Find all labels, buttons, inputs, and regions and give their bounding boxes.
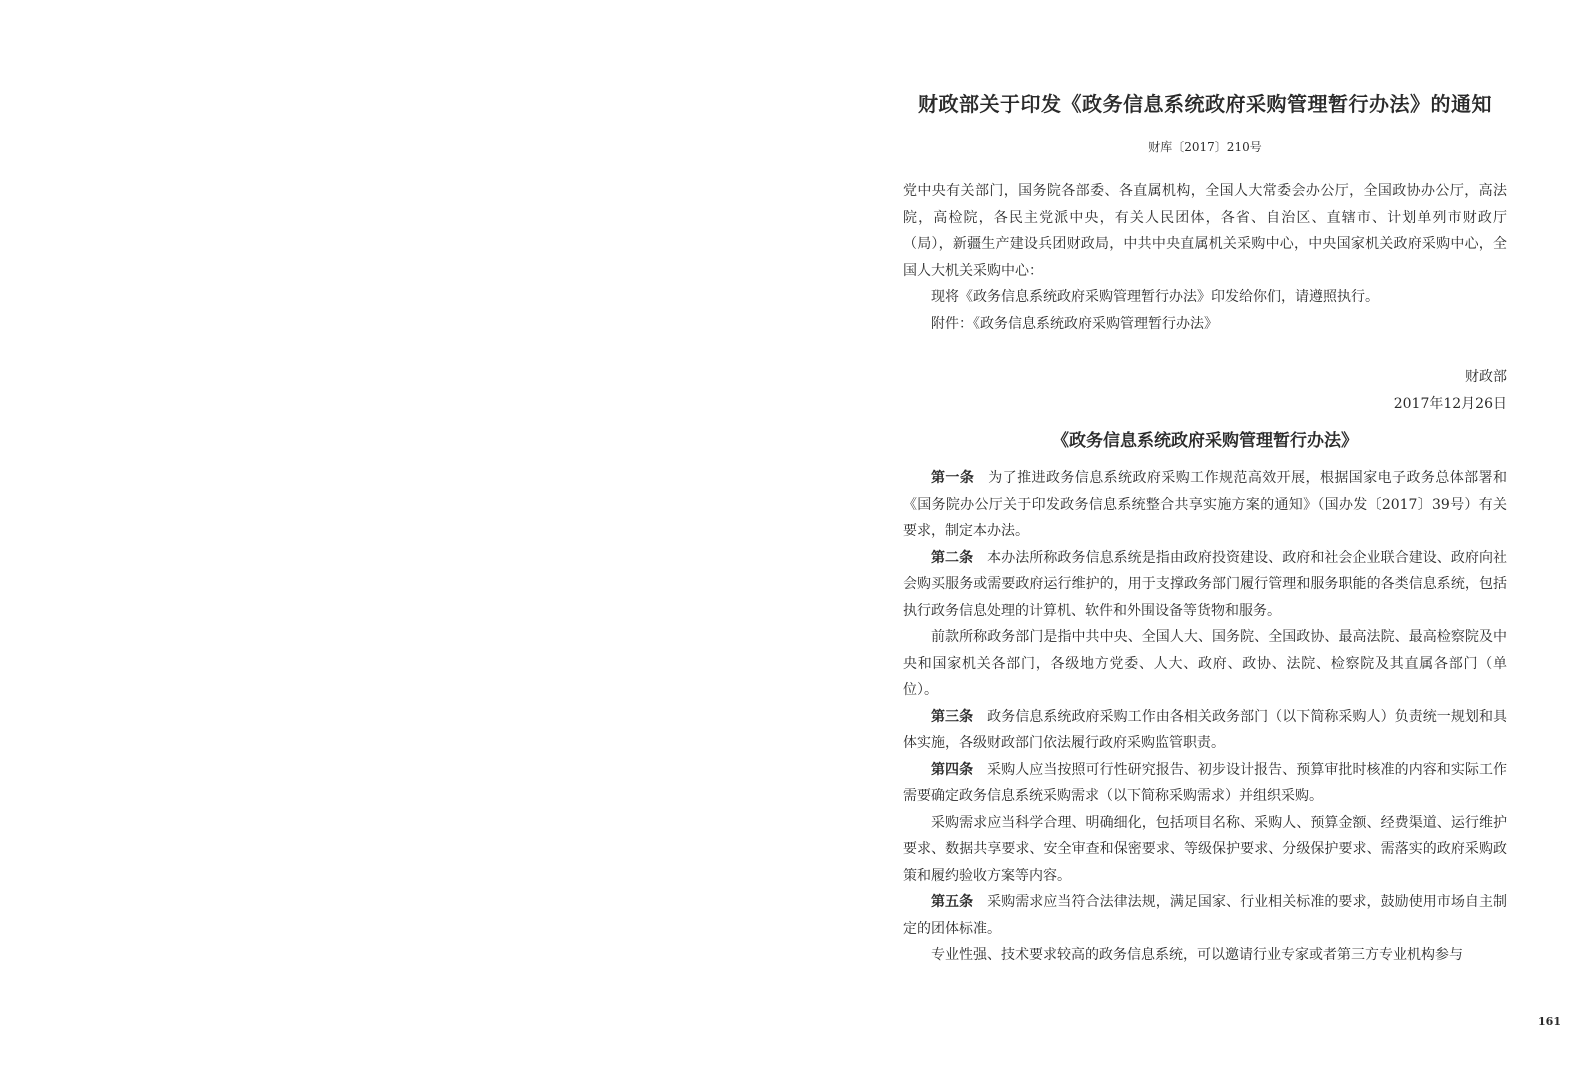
article-1: [903, 465, 1507, 545]
page-content: [903, 90, 1507, 969]
article-text: 采购人应当按照可行性研究报告、初步设计报告、预算审批时核准的内容和实际工作需要确定政务信息系统采购需求（以下简称采购需求）并组织采购。: [903, 761, 1508, 804]
article-2: [903, 545, 1507, 625]
article-paragraph: 前款所称政务部门是指中共中央、全国人大、国务院、全国政协、最高法院、最高检察院及中央和国家机关各部门，各级地方党委、人大、政府、政协、法院、检察院及其直属各部门（单位）。: [903, 629, 1507, 698]
article-5: [903, 889, 1507, 942]
article-label: 第三条: [931, 708, 974, 725]
articles-list: [903, 465, 1507, 969]
page-number: 161: [1538, 1015, 1561, 1028]
measures-title: 《政务信息系统政府采购管理暂行办法》: [1052, 431, 1358, 451]
article-paragraph: 采购需求应当科学合理、明确细化，包括项目名称、采购人、预算金额、经费渠道、运行维护要求、数据共享要求、安全审查和保密要求、等级保护要求、分级保护要求、需落实的政府采购政策和履约验收方案等内容。: [903, 814, 1507, 884]
article-text: 为了推进政务信息系统政府采购工作规范高效开展，根据国家电子政务总体部署和《国务院办公厅关于印发政务信息系统整合共享实施方案的通知》（国办发〔2017〕39号）有关要求，制定本办法。: [903, 470, 1508, 539]
issue-date: 2017年12月26日: [1393, 396, 1507, 412]
notice-title: 财政部关于印发《政务信息系统政府采购管理暂行办法》的通知: [918, 92, 1492, 116]
article-label: 第五条: [931, 894, 974, 910]
article-3: [903, 704, 1507, 757]
article-4: [903, 757, 1507, 810]
left-page: [0, 0, 790, 1077]
article-paragraph: 专业性强、技术要求较高的政务信息系统，可以邀请行业专家或者第三方专业机构参与: [931, 947, 1463, 963]
article-label: 第一条: [931, 470, 975, 486]
article-text: 政务信息系统政府采购工作由各相关政务部门（以下简称采购人）负责统一规划和具体实施，各级财政部门依法履行政府采购监管职责。: [903, 708, 1508, 751]
instruction-paragraph: 现将《政务信息系统政府采购管理暂行办法》印发给你们，请遵照执行。: [931, 289, 1379, 305]
article-text: 本办法所称政务信息系统是指由政府投资建设、政府和社会企业联合建设、政府向社会购买服务或需要政府运行维护的，用于支撑政务部门履行管理和服务职能的各类信息系统，包括执行政务信息处理的计算机、软件和外围设备等货物和服务。: [903, 549, 1508, 619]
addressee-paragraph: 党中央有关部门，国务院各部委、各直属机构，全国人大常委会办公厅，全国政协办公厅，高法院，高检院，各民主党派中央，有关人民团体，各省、自治区、直辖市、计划单列市财政厅（局），新疆生产建设兵团财政局，中共中央直属机关采购中心，中央国家机关政府采购中心，全国人大机关采购中心：: [903, 183, 1507, 279]
article-label: 第四条: [931, 761, 974, 778]
article-label: 第二条: [931, 549, 974, 566]
attachment-line: 附件：《政务信息系统政府采购管理暂行办法》: [931, 315, 1218, 332]
signature-block: [903, 364, 1507, 418]
article-text: 采购需求应当符合法律法规，满足国家、行业相关标准的要求，鼓励使用市场自主制定的团体标准。: [903, 894, 1508, 937]
issuer-name: 财政部: [1465, 369, 1507, 385]
right-page: [790, 0, 1587, 1077]
document-number: 财库〔2017〕210号: [1148, 140, 1262, 154]
